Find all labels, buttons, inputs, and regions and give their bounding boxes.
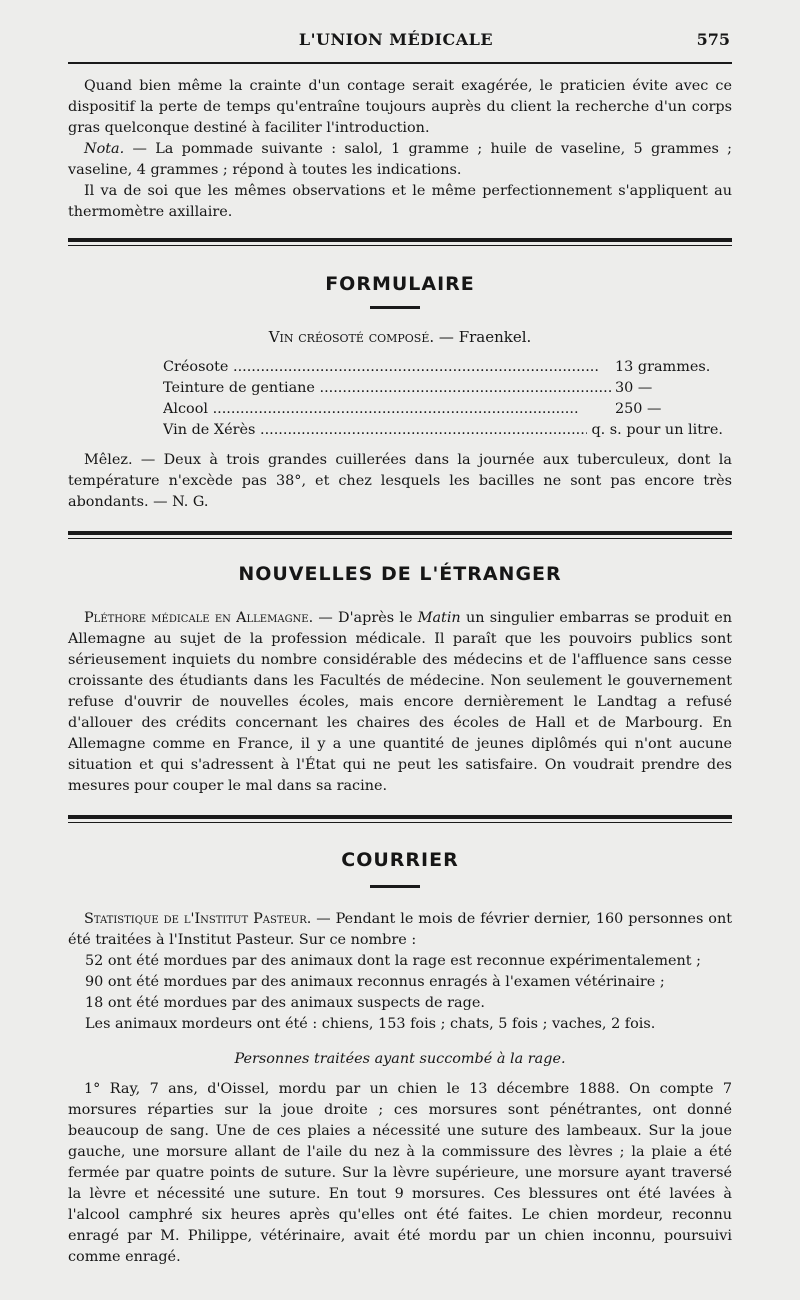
recipe-title: Vin créosoté composé. <box>268 328 435 346</box>
ingredient-row: Créosote ..... 13 grammes. <box>163 357 723 378</box>
list-item: 90 ont été mordues par des animaux reconnus enragés à l'examen vétérinaire ; <box>85 974 665 990</box>
nota-text: — La pommade suivante : salol, 1 gramme ; huile de vaseline, 5 grammes ; vaseline, 4 grammes ; répond à toutes les indications. <box>68 141 732 178</box>
section-divider <box>68 531 732 535</box>
ingredient-row: Teinture de gentiane ..... 30 — <box>163 378 723 399</box>
section-divider <box>68 815 732 819</box>
section-divider <box>68 238 732 242</box>
formulaire-title: FORMULAIRE <box>325 273 475 295</box>
etranger-title: NOUVELLES DE L'ÉTRANGER <box>238 563 562 585</box>
page-header <box>62 30 730 58</box>
section-divider-thin <box>68 538 732 539</box>
courrier-intro: Statistique de l'Institut Pasteur. — Pendant le mois de février dernier, 160 personnes ont été traitées à l'Institut Pasteur. Sur ce nombre : <box>68 911 732 948</box>
recipe-instructions: Mêlez. — Deux à trois grandes cuillerées dans la journée aux tuberculeux, dont la température n'excède pas 38°, et chez lesquels les bacilles ne sont pas encore très abondants. — N. G. <box>68 452 732 510</box>
ingredient-list <box>163 357 723 441</box>
section-divider-thin <box>68 822 732 823</box>
list-item: 18 ont été mordues par des animaux suspects de rage. <box>85 995 485 1011</box>
etranger-lead: Pléthore médicale en Allemagne. <box>84 610 314 626</box>
nota-label: Nota. <box>84 141 125 157</box>
source-name: Matin <box>417 610 461 626</box>
subheading: Personnes traitées ayant succombé à la rage. <box>234 1051 566 1067</box>
courrier-lead: Statistique de l'Institut Pasteur. <box>84 911 312 927</box>
header-rule <box>68 62 732 64</box>
courrier-title: COURRIER <box>341 849 459 871</box>
ingredient-row: Alcool ..... 250 — <box>163 399 723 420</box>
thermometer-paragraph: Il va de soi que les mêmes observations et le même perfectionnement s'appliquent au thermomètre axillaire. <box>68 183 732 220</box>
ingredient-row: Vin de Xérès ..... q. s. pour un litre. <box>163 420 723 441</box>
nota-paragraph <box>68 139 732 181</box>
list-item: Les animaux mordeurs ont été : chiens, 153 fois ; chats, 5 fois ; vaches, 2 fois. <box>85 1016 656 1032</box>
recipe-author: — Fraenkel. <box>434 328 532 346</box>
page-number: 575 <box>696 30 730 49</box>
list-item: 52 ont été mordues par des animaux dont la rage est reconnue expérimentalement ; <box>85 953 701 969</box>
case-text: 1° Ray, 7 ans, d'Oissel, mordu par un chien le 13 décembre 1888. On compte 7 morsures réparties sur la joue droite ; ces morsures sont pénétrantes, ont donné beaucoup de sang. Une de ces plaies a nécessité une suture des lambeaux. Sur la joue gauche, une morsure allant de l'aile du nez à la commissure des lèvres ; la plaie a été fermée par quatre points de suture. Sur la lèvre supérieure, une morsure ayant traversé la lèvre et nécessité une suture. En tout 9 morsures. Ces blessures ont été lavées à l'alcool camphré six heures après qu'elles ont été faites. Le chien mordeur, reconnu enragé par M. Philippe, vétérinaire, avait été mordu par un chien inconnu, poursuivi comme enragé. <box>68 1081 732 1265</box>
title-dash <box>370 306 420 309</box>
etranger-text: Pléthore médicale en Allemagne. — D'après le Matin un singulier embarras se produit en Allemagne au sujet de la profession médicale. Il paraît que les pouvoirs publics sont sérieusement inquiets du nombre considérable des médecins et de l'affluence sans cesse croissante des étudiants dans les Facultés de médecine. Non seulement le gouvernement refuse d'ouvrir de nouvelles écoles, mais encore dernièrement le Landtag a refusé d'allouer des crédits concernant les chaires des écoles de Hall et de Marbourg. En Allemagne comme en France, il y a une quantité de jeunes diplômés qui n'ont aucune situation et qui s'adressent à l'État qui ne peut les satisfaire. On voudrait prendre des mesures pour couper le mal dans sa racine. <box>68 610 733 794</box>
section-divider-thin <box>68 245 732 246</box>
intro-paragraph: Quand bien même la crainte d'un contage serait exagérée, le praticien évite avec ce dispositif la perte de temps qu'entraîne toujours auprès du client la recherche d'un corps gras quelconque destiné à faciliter l'introduction. <box>68 78 732 136</box>
statistics-list <box>68 951 732 1035</box>
intro-text <box>68 76 732 223</box>
recipe-heading <box>68 328 732 346</box>
title-dash <box>370 885 420 888</box>
journal-title: L'UNION MÉDICALE <box>298 30 494 49</box>
